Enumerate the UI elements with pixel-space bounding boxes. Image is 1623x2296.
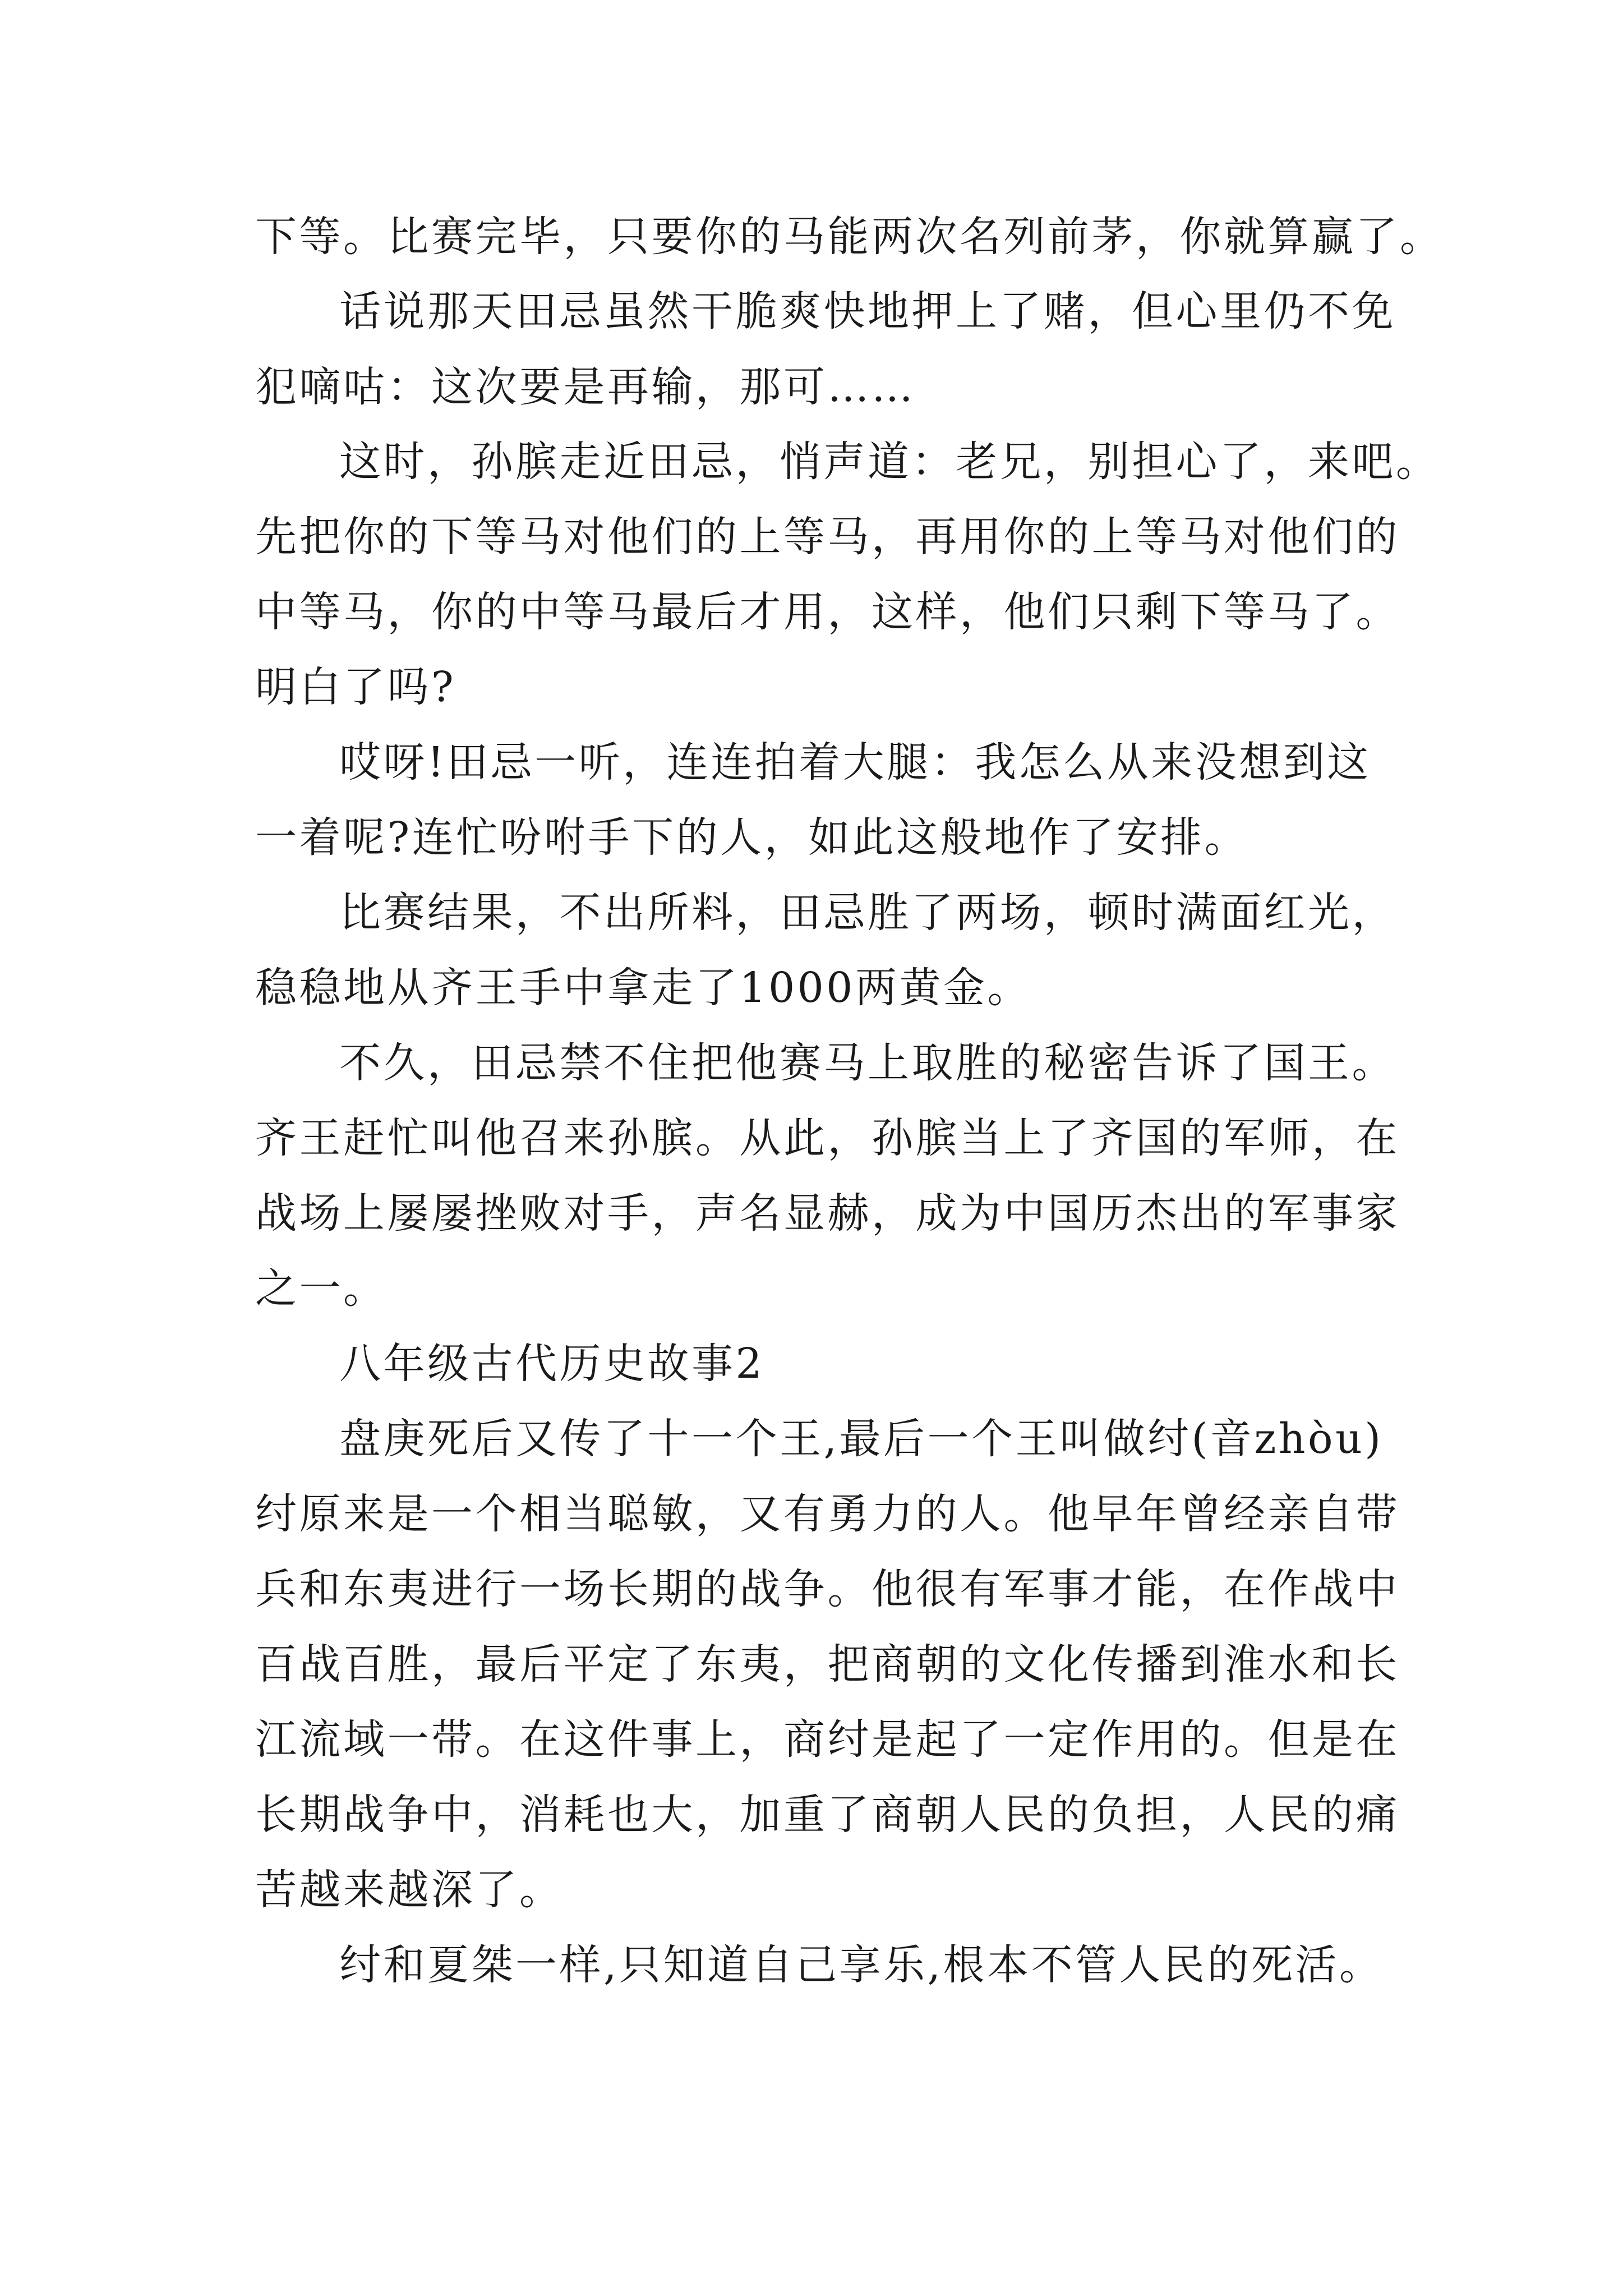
text-line: 江流域一带。在这件事上，商纣是起了一定作用的。但是在 (255, 1715, 1400, 1764)
text-line: 犯嘀咕：这次要是再输，那可…… (255, 363, 916, 411)
text-line: 长期战争中，消耗也大，加重了商朝人民的负担，人民的痛 (255, 1791, 1400, 1839)
text-line: 盘庚死后又传了十一个王,最后一个王叫做纣(音zhòu) (339, 1415, 1384, 1463)
text-line: 一着呢?连忙吩咐手下的人，如此这般地作了安排。 (255, 813, 1249, 862)
text-line: 话说那天田忌虽然干脆爽快地押上了赌，但心里仍不免 (339, 287, 1396, 335)
text-line: 下等。比赛完毕，只要你的马能两次名列前茅，你就算赢了。 (255, 213, 1444, 261)
text-line: 比赛结果，不出所料，田忌胜了两场，顿时满面红光， (339, 889, 1396, 937)
text-line: 齐王赶忙叫他召来孙膑。从此，孙膑当上了齐国的军师，在 (255, 1114, 1400, 1162)
text-line: 战场上屡屡挫败对手，声名显赫，成为中国历杰出的军事家 (255, 1189, 1400, 1237)
text-line: 苦越来越深了。 (255, 1866, 564, 1914)
text-line: 纣原来是一个相当聪敏，又有勇力的人。他早年曾经亲自带 (255, 1490, 1400, 1538)
text-line: 先把你的下等马对他们的上等马，再用你的上等马对他们的 (255, 513, 1400, 561)
text-line: 兵和东夷进行一场长期的战争。他很有军事才能，在作战中 (255, 1565, 1400, 1613)
text-line: 明白了吗? (255, 663, 457, 711)
text-line: 百战百胜，最后平定了东夷，把商朝的文化传播到淮水和长 (255, 1640, 1400, 1688)
section-heading: 八年级古代历史故事2 (339, 1340, 765, 1388)
text-line: 不久，田忌禁不住把他赛马上取胜的秘密告诉了国王。 (339, 1039, 1396, 1087)
text-line: 哎呀!田忌一听，连连拍着大腿：我怎么从来没想到这 (339, 738, 1371, 786)
text-line: 这时，孙膑走近田忌，悄声道：老兄，别担心了，来吧。 (339, 438, 1440, 486)
text-line: 中等马，你的中等马最后才用，这样，他们只剩下等马了。 (255, 588, 1400, 636)
text-line: 纣和夏桀一样,只知道自己享乐,根本不管人民的死活。 (339, 1941, 1384, 1989)
text-line: 稳稳地从齐王手中拿走了1000两黄金。 (255, 964, 1031, 1012)
text-line: 之一。 (255, 1264, 388, 1313)
